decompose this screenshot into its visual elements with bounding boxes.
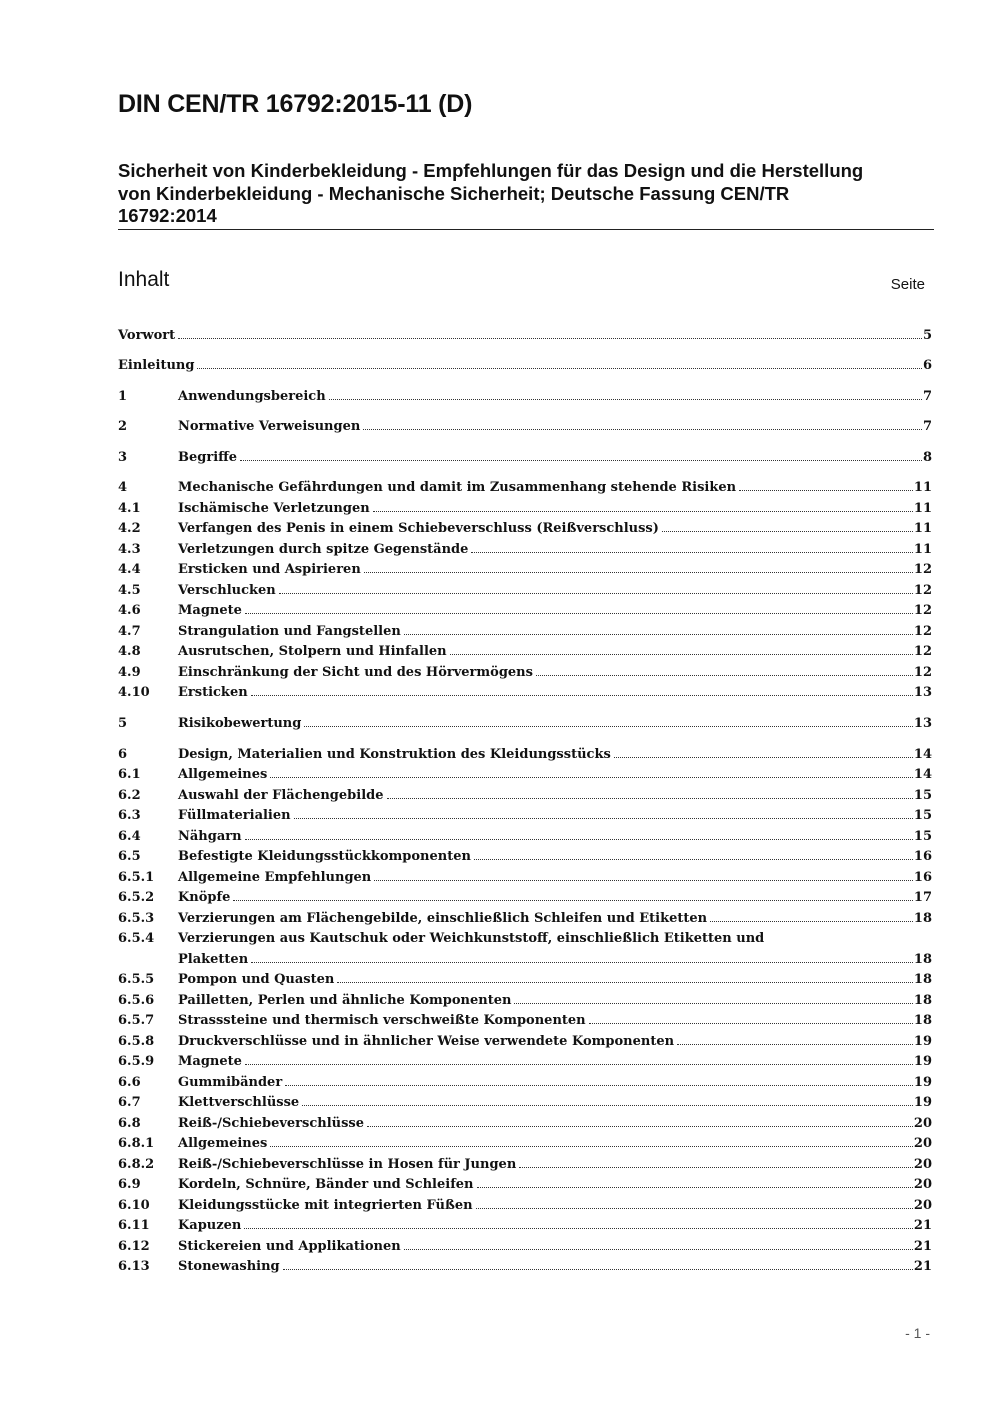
toc-entry-number: 4.10 (118, 685, 150, 700)
toc-entry-label: Einleitung (118, 358, 195, 373)
toc-entry-label: Risikobewertung (178, 716, 302, 731)
toc-entry-page: 21 (913, 1239, 932, 1254)
toc-entry[interactable] (118, 1114, 932, 1135)
toc-entry[interactable] (118, 929, 932, 970)
toc-entry-line (178, 1093, 932, 1114)
dot-leader (374, 880, 913, 881)
toc-entry[interactable] (118, 745, 932, 766)
toc-entry-label: Knöpfe (178, 890, 231, 905)
toc-entry-page: 14 (913, 767, 932, 782)
toc-entry[interactable] (118, 663, 932, 684)
toc-entry-line (178, 1114, 932, 1135)
toc-entry-page: 11 (913, 542, 932, 557)
toc-entry-number: 4.4 (118, 562, 141, 577)
toc-entry-page: 20 (913, 1116, 932, 1131)
toc-entry[interactable] (118, 540, 932, 561)
toc-entry-label: Kapuzen (178, 1218, 242, 1233)
toc-entry-page: 21 (913, 1218, 932, 1233)
toc-entry[interactable] (118, 622, 932, 643)
toc-entry-line (178, 622, 932, 643)
toc-entry-page: 16 (913, 870, 932, 885)
toc-entry-line (178, 786, 932, 807)
dot-leader (302, 1105, 913, 1106)
toc-entry-page: 7 (922, 389, 932, 404)
toc-entry-line (178, 1175, 932, 1196)
toc-entry-number: 6.9 (118, 1177, 141, 1192)
toc-entry-label: Klettverschlüsse (178, 1095, 300, 1110)
toc-entry[interactable] (118, 1134, 932, 1155)
toc-entry-line (178, 991, 932, 1012)
toc-entry-number: 6.5.3 (118, 911, 155, 926)
dot-leader (589, 1023, 913, 1024)
toc-entry[interactable] (118, 765, 932, 786)
toc-entry[interactable] (118, 847, 932, 868)
dot-leader (739, 490, 913, 491)
toc-entry-label: Kordeln, Schnüre, Bänder und Schleifen (178, 1177, 474, 1192)
toc-entry-label: Plaketten (178, 951, 249, 967)
toc-entry-label: Verfangen des Penis in einem Schiebeverschluss (Reißverschluss) (178, 521, 659, 536)
toc-entry-number: 4.6 (118, 603, 141, 618)
toc-entry[interactable] (118, 1237, 932, 1258)
title-line-1: Sicherheit von Kinderbekleidung - Empfehlungen für das Design und die Herstellung (118, 160, 864, 181)
toc-entry-page: 18 (913, 1013, 932, 1028)
dot-leader (373, 511, 913, 512)
toc-entry[interactable] (118, 1052, 932, 1073)
toc-entry[interactable] (118, 326, 932, 347)
toc-entry-line (178, 909, 932, 930)
dot-leader (710, 921, 913, 922)
toc-entry-number: 3 (118, 450, 128, 465)
toc-entry-label: Magnete (178, 1054, 242, 1069)
toc-entry-label: Normative Verweisungen (178, 419, 361, 434)
toc-entry-line (178, 683, 932, 704)
toc-entry-number: 4 (118, 480, 128, 495)
dot-leader (363, 429, 922, 430)
dot-leader (519, 1167, 913, 1168)
toc-entry-number: 6.5.7 (118, 1013, 155, 1028)
toc-entry-line (178, 417, 932, 438)
toc-entry-label: Strasssteine und thermisch verschweißte Komponenten (178, 1013, 586, 1028)
toc-entry-number: 4.7 (118, 624, 141, 639)
dot-leader (337, 982, 913, 983)
toc-entry[interactable] (118, 478, 932, 499)
toc-entry[interactable] (118, 1032, 932, 1053)
toc-entry-label: Stonewashing (178, 1259, 280, 1274)
toc-entry-label: Ischämische Verletzungen (178, 501, 370, 516)
toc-entry-line (178, 387, 932, 408)
toc-entry-line (178, 806, 932, 827)
toc-entry-label: Reiß-/Schiebeverschlüsse in Hosen für Jungen (178, 1157, 517, 1172)
toc-entry-label: Design, Materialien und Konstruktion des Kleidungsstücks (178, 747, 611, 762)
toc-entry[interactable] (118, 991, 932, 1012)
toc-entry-page: 12 (913, 665, 932, 680)
toc-entry-line (178, 1216, 932, 1237)
toc-entry-page: 12 (913, 583, 932, 598)
toc-entry-number: 1 (118, 389, 128, 404)
toc-entry-label: Ersticken und Aspirieren (178, 562, 361, 577)
dot-leader (251, 695, 913, 696)
toc-entry-label: Verschlucken (178, 583, 276, 598)
toc-entry-number: 6.5.1 (118, 870, 155, 885)
toc-entry-page: 18 (913, 951, 932, 967)
toc-entry[interactable] (118, 909, 932, 930)
toc-entry-page: 12 (913, 603, 932, 618)
toc-entry[interactable] (118, 1216, 932, 1237)
toc-entry-line (178, 540, 932, 561)
toc-entry-line (178, 581, 932, 602)
toc-entry-number: 6.5.4 (118, 931, 155, 946)
toc-entry-number: 6.1 (118, 767, 141, 782)
toc-entry-number: 4.3 (118, 542, 141, 557)
toc-entry-page: 18 (913, 993, 932, 1008)
dot-leader (329, 399, 922, 400)
toc-entry-line (178, 1155, 932, 1176)
toc-entry-label: Allgemeine Empfehlungen (178, 870, 372, 885)
dot-leader (614, 757, 913, 758)
toc-entry[interactable] (118, 868, 932, 889)
toc-entry-line (178, 888, 932, 909)
dot-leader (450, 654, 913, 655)
toc-entry-page: 20 (913, 1136, 932, 1151)
toc-entry-number: 5 (118, 716, 128, 731)
toc-entry-number: 4.8 (118, 644, 141, 659)
dot-leader (364, 572, 913, 573)
toc-entry-number: 6.5.9 (118, 1054, 155, 1069)
toc-entry[interactable] (118, 499, 932, 520)
toc-entry-line (178, 478, 932, 499)
dot-leader (245, 613, 913, 614)
toc-entry[interactable] (118, 786, 932, 807)
toc-entry-number: 6.11 (118, 1218, 150, 1233)
toc-entry-label: Einschränkung der Sicht und des Hörvermögens (178, 665, 533, 680)
dot-leader (270, 777, 913, 778)
toc-entry-label: Gummibänder (178, 1075, 283, 1090)
toc-entry-label: Druckverschlüsse und in ähnlicher Weise verwendete Komponenten (178, 1034, 675, 1049)
dot-leader (197, 368, 922, 369)
toc-entry-line (178, 1134, 932, 1155)
dot-leader (251, 962, 913, 963)
toc-entry-line (178, 714, 932, 735)
table-of-contents (118, 0, 932, 1403)
toc-entry[interactable] (118, 1093, 932, 1114)
dot-leader (367, 1126, 913, 1127)
toc-entry-page: 12 (913, 624, 932, 639)
toc-entry-line (178, 868, 932, 889)
dot-leader (279, 593, 913, 594)
dot-leader (404, 1249, 913, 1250)
toc-entry-number: 6.5.8 (118, 1034, 155, 1049)
toc-entry-number: 6.4 (118, 829, 141, 844)
toc-entry-label: Kleidungsstücke mit integrierten Füßen (178, 1198, 473, 1213)
toc-entry-label: Nähgarn (178, 829, 242, 844)
dot-leader (677, 1044, 913, 1045)
dot-leader (244, 1228, 913, 1229)
toc-entry-label: Allgemeines (178, 1136, 268, 1151)
toc-entry-number: 6.10 (118, 1198, 150, 1213)
dot-leader (283, 1269, 913, 1270)
toc-entry[interactable] (118, 417, 932, 438)
toc-entry-label: Verletzungen durch spitze Gegenstände (178, 542, 469, 557)
toc-entry[interactable] (118, 581, 932, 602)
toc-entry-line (178, 448, 932, 469)
toc-entry-line (178, 1052, 932, 1073)
toc-entry-line (178, 745, 932, 766)
toc-entry-line (178, 1237, 932, 1258)
toc-entry-number: 4.2 (118, 521, 141, 536)
toc-entry-label: Allgemeines (178, 767, 268, 782)
toc-entry-label: Vorwort (118, 328, 176, 343)
toc-entry[interactable] (118, 1073, 932, 1094)
toc-entry-label: Pompon und Quasten (178, 972, 335, 987)
toc-entry-line (178, 560, 932, 581)
toc-entry[interactable] (118, 714, 932, 735)
toc-entry-number: 6.6 (118, 1075, 141, 1090)
toc-entry-line (178, 1011, 932, 1032)
toc-entry-label: Pailletten, Perlen und ähnliche Komponenten (178, 993, 512, 1008)
dot-leader (476, 1208, 913, 1209)
toc-entry[interactable] (118, 806, 932, 827)
toc-entry-label: Ersticken (178, 685, 248, 700)
toc-entry[interactable] (118, 1155, 932, 1176)
toc-entry-line (118, 356, 932, 377)
toc-entry-page: 18 (913, 972, 932, 987)
toc-entry[interactable] (118, 387, 932, 408)
toc-entry-number: 4.9 (118, 665, 141, 680)
toc-entry-line (178, 519, 932, 540)
toc-entry[interactable] (118, 888, 932, 909)
toc-entry-page: 11 (913, 480, 932, 495)
toc-entry-page: 19 (913, 1095, 932, 1110)
toc-entry[interactable] (118, 827, 932, 848)
toc-entry-line (178, 1196, 932, 1217)
toc-entry-number: 6.13 (118, 1259, 150, 1274)
toc-entry-page: 15 (913, 788, 932, 803)
toc-entry-line (178, 827, 932, 848)
dot-leader (662, 531, 913, 532)
toc-entry[interactable] (118, 601, 932, 622)
toc-entry[interactable] (118, 1196, 932, 1217)
title-line-3: 16792:2014 (118, 205, 217, 226)
toc-entry-line (178, 1032, 932, 1053)
toc-entry-label: Strangulation und Fangstellen (178, 624, 401, 639)
toc-entry-number: 6.5.2 (118, 890, 155, 905)
toc-entry-page: 20 (913, 1157, 932, 1172)
toc-entry-line (178, 663, 932, 684)
toc-entry-number: 6.2 (118, 788, 141, 803)
toc-entry[interactable] (118, 683, 932, 704)
toc-entry-line (178, 765, 932, 786)
toc-entry-number: 6.8 (118, 1116, 141, 1131)
toc-entry-label: Begriffe (178, 450, 238, 465)
toc-entry-page: 12 (913, 644, 932, 659)
toc-entry-page: 18 (913, 911, 932, 926)
toc-entry-page: 13 (913, 716, 932, 731)
toc-entry-page: 6 (922, 358, 932, 373)
title-line-2: von Kinderbekleidung - Mechanische Sicherheit; Deutsche Fassung CEN/TR (118, 182, 790, 204)
toc-entry-label: Ausrutschen, Stolpern und Hinfallen (178, 644, 447, 659)
toc-entry[interactable] (118, 448, 932, 469)
toc-entry-page: 20 (913, 1198, 932, 1213)
toc-entry-number: 2 (118, 419, 128, 434)
toc-entry-label: Mechanische Gefährdungen und damit im Zusammenhang stehende Risiken (178, 480, 737, 495)
toc-entry-number: 6.8.2 (118, 1157, 155, 1172)
document-code: DIN CEN/TR 16792:2015-11 (D) (118, 90, 473, 118)
toc-entry-number: 4.5 (118, 583, 141, 598)
toc-entry-page: 19 (913, 1075, 932, 1090)
dot-leader (477, 1187, 913, 1188)
dot-leader (245, 1064, 913, 1065)
toc-entry-line (118, 326, 932, 347)
toc-entry-page: 11 (913, 501, 932, 516)
footer-page-number: - 1 - (905, 1325, 930, 1341)
toc-entry-line (178, 970, 932, 991)
toc-entry-line (178, 601, 932, 622)
dot-leader (304, 726, 913, 727)
toc-entry-page: 14 (913, 747, 932, 762)
toc-entry-label: Anwendungsbereich (178, 389, 326, 404)
toc-entry-number: 6.12 (118, 1239, 150, 1254)
toc-entry-line (178, 847, 932, 868)
dot-leader (474, 859, 913, 860)
toc-entry-number: 6.7 (118, 1095, 141, 1110)
toc-entry-label-line: Verzierungen aus Kautschuk oder Weichkunststoff, einschließlich Etiketten und (178, 931, 765, 946)
toc-entry-page: 12 (913, 562, 932, 577)
toc-entry-number: 6 (118, 747, 128, 762)
toc-entry-line (178, 950, 932, 971)
toc-entry-page: 17 (913, 890, 932, 905)
toc-entry-number: 6.3 (118, 808, 141, 823)
dot-leader (387, 798, 913, 799)
toc-entry-page: 7 (922, 419, 932, 434)
toc-entry-label: Befestigte Kleidungsstückkomponenten (178, 849, 471, 864)
toc-entry-page: 16 (913, 849, 932, 864)
toc-entry-page: 13 (913, 685, 932, 700)
toc-entry-line (178, 642, 932, 663)
toc-heading: Inhalt (118, 268, 170, 291)
toc-entry-page: 19 (913, 1054, 932, 1069)
toc-entry-label: Verzierungen am Flächengebilde, einschließlich Schleifen und Etiketten (178, 911, 708, 926)
toc-entry-number: 6.8.1 (118, 1136, 155, 1151)
toc-entry-page: 15 (913, 808, 932, 823)
dot-leader (178, 338, 922, 339)
toc-entry-number: 6.5 (118, 849, 141, 864)
toc-entry[interactable] (118, 560, 932, 581)
toc-entry-label: Füllmaterialien (178, 808, 291, 823)
toc-entry-line (178, 1073, 932, 1094)
toc-entry[interactable] (118, 1011, 932, 1032)
toc-entry-label: Reiß-/Schiebeverschlüsse (178, 1116, 365, 1131)
toc-entry[interactable] (118, 356, 932, 377)
toc-entry-page: 19 (913, 1034, 932, 1049)
dot-leader (233, 900, 913, 901)
dot-leader (404, 634, 913, 635)
toc-entry-page: 20 (913, 1177, 932, 1192)
dot-leader (471, 552, 912, 553)
dot-leader (285, 1085, 913, 1086)
toc-entry-line (178, 1257, 932, 1278)
toc-entry[interactable] (118, 970, 932, 991)
toc-entry-line (178, 499, 932, 520)
toc-entry-label: Auswahl der Flächengebilde (178, 788, 384, 803)
toc-entry-page: 11 (913, 521, 932, 536)
toc-entry-number: 4.1 (118, 501, 141, 516)
dot-leader (294, 818, 913, 819)
dot-leader (536, 675, 913, 676)
toc-entry-page: 5 (922, 328, 932, 343)
toc-entry[interactable] (118, 519, 932, 540)
toc-entry-page: 8 (922, 450, 932, 465)
toc-entry-page: 15 (913, 829, 932, 844)
dot-leader (240, 460, 922, 461)
toc-page-column-label: Seite (890, 276, 925, 293)
toc-entry[interactable] (118, 642, 932, 663)
toc-entry-label: Stickereien und Applikationen (178, 1239, 401, 1254)
dot-leader (245, 839, 913, 840)
dot-leader (270, 1146, 913, 1147)
toc-entry-number: 6.5.5 (118, 972, 155, 987)
dot-leader (514, 1003, 912, 1004)
toc-entry[interactable] (118, 1257, 932, 1278)
toc-entry-number: 6.5.6 (118, 993, 155, 1008)
toc-entry-page: 21 (913, 1259, 932, 1274)
toc-entry[interactable] (118, 1175, 932, 1196)
toc-entry-label: Magnete (178, 603, 242, 618)
